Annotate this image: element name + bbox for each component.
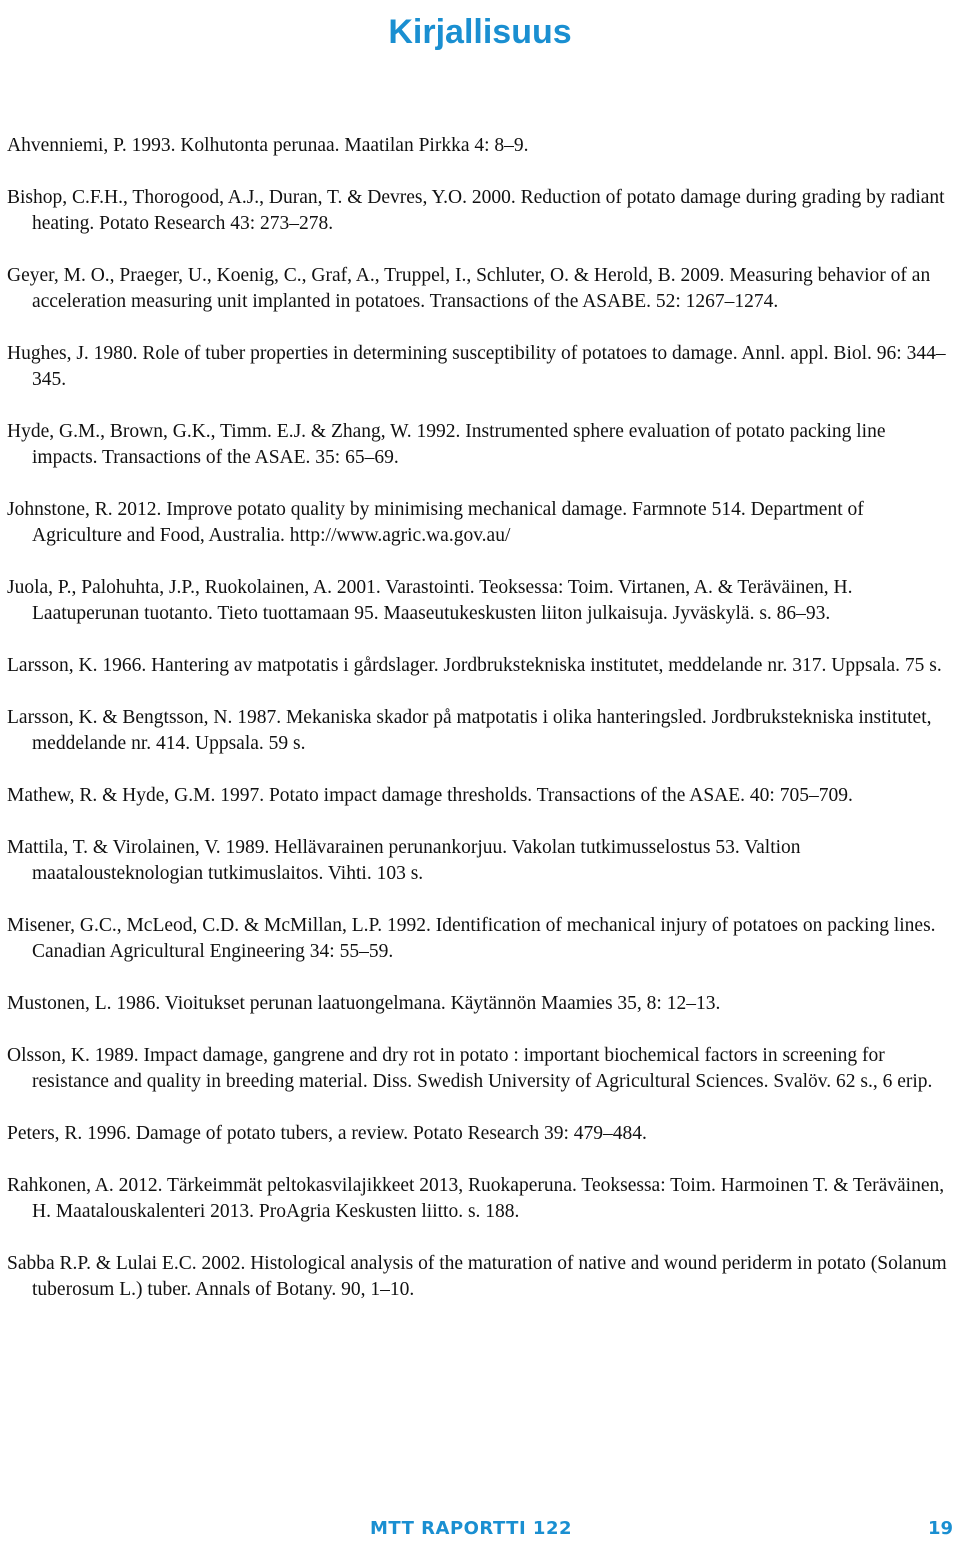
reference-item: Mattila, T. & Virolainen, V. 1989. Hellävarainen perunankorjuu. Vakolan tutkimusselostus 53. Valtion maatalousteknologian tutkimuslaitos. Vihti. 103 s. bbox=[7, 837, 801, 884]
reference-item: Hyde, G.M., Brown, G.K., Timm. E.J. & Zhang, W. 1992. Instrumented sphere evaluation of potato packing line impacts. Transactions of the ASAE. 35: 65–69. bbox=[7, 421, 886, 468]
reference-item: Hughes, J. 1980. Role of tuber properties in determining susceptibility of potatoes to damage. Annl. appl. Biol. 96: 344–345. bbox=[7, 343, 946, 390]
reference-item: Bishop, C.F.H., Thorogood, A.J., Duran, T. & Devres, Y.O. 2000. Reduction of potato damage during grading by radiant heating. Potato Research 43: 273–278. bbox=[7, 187, 945, 234]
reference-item: Larsson, K. & Bengtsson, N. 1987. Mekaniska skador på matpotatis i olika hanteringsled. Jordbrukstekniska institutet, meddelande nr. 414. Uppsala. 59 s. bbox=[7, 707, 932, 754]
reference-item: Juola, P., Palohuhta, J.P., Ruokolainen, A. 2001. Varastointi. Teoksessa: Toim. Virtanen, A. & Teräväinen, H. Laatuperunan tuotanto. Tieto tuottamaan 95. Maaseutukeskusten liiton julkaisuja. Jyväskylä. s. 86–93. bbox=[7, 577, 853, 624]
reference-item: Johnstone, R. 2012. Improve potato quality by minimising mechanical damage. Farmnote 514. Department of Agriculture and Food, Australia. http://www.agric.wa.gov.au/ bbox=[7, 499, 864, 546]
reference-item: Peters, R. 1996. Damage of potato tubers, a review. Potato Research 39: 479–484. bbox=[7, 1123, 647, 1144]
page-title: Kirjallisuus bbox=[388, 13, 572, 51]
page-number: 19 bbox=[927, 1518, 953, 1539]
reference-item: Mustonen, L. 1986. Vioitukset perunan laatuongelmana. Käytännön Maamies 35, 8: 12–13. bbox=[7, 993, 721, 1014]
reference-list bbox=[7, 133, 952, 1329]
footer-publication-label: MTT RAPORTTI 122 bbox=[370, 1518, 572, 1539]
reference-item: Mathew, R. & Hyde, G.M. 1997. Potato impact damage thresholds. Transactions of the ASAE. 40: 705–709. bbox=[7, 785, 853, 806]
reference-item: Rahkonen, A. 2012. Tärkeimmät peltokasvilajikkeet 2013, Ruokaperuna. Teoksessa: Toim. Harmoinen T. & Teräväinen, H. Maatalouskalenteri 2013. ProAgria Keskusten liitto. s. 188. bbox=[7, 1175, 945, 1222]
reference-item: Olsson, K. 1989. Impact damage, gangrene and dry rot in potato : important biochemical factors in screening for resistance and quality in breeding material. Diss. Swedish University of Agricultural Sciences. Svalöv. 62 s., 6 erip. bbox=[7, 1045, 933, 1092]
reference-item: Larsson, K. 1966. Hantering av matpotatis i gårdslager. Jordbrukstekniska institutet, meddelande nr. 317. Uppsala. 75 s. bbox=[7, 655, 942, 676]
reference-item: Misener, G.C., McLeod, C.D. & McMillan, L.P. 1992. Identification of mechanical injury of potatoes on packing lines. Canadian Agricultural Engineering 34: 55–59. bbox=[7, 915, 936, 962]
reference-item: Geyer, M. O., Praeger, U., Koenig, C., Graf, A., Truppel, I., Schluter, O. & Herold, B. 2009. Measuring behavior of an acceleration measuring unit implanted in potatoes. Transactions of the ASABE. 52: 1267–1274. bbox=[7, 265, 931, 312]
reference-item: Sabba R.P. & Lulai E.C. 2002. Histological analysis of the maturation of native and wound periderm in potato (Solanum tuberosum L.) tuber. Annals of Botany. 90, 1–10. bbox=[7, 1253, 947, 1300]
reference-item: Ahvenniemi, P. 1993. Kolhutonta perunaa. Maatilan Pirkka 4: 8–9. bbox=[7, 135, 529, 156]
